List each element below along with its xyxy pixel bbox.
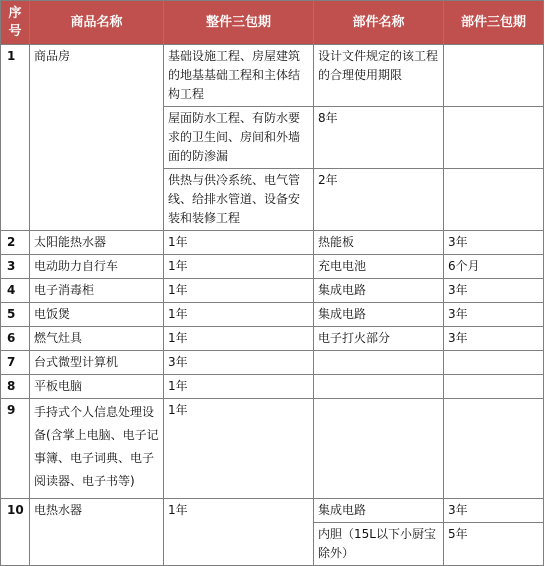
whole-period: 1年	[164, 231, 314, 255]
product-name: 平板电脑	[30, 375, 164, 399]
part-name: 设计文件规定的该工程的合理使用期限	[314, 45, 444, 107]
part-period: 6个月	[444, 255, 544, 279]
row-no: 3	[1, 255, 30, 279]
part-period	[444, 45, 544, 107]
table-row	[1, 45, 544, 107]
whole-period: 屋面防水工程、有防水要求的卫生间、房间和外墙面的防渗漏	[164, 107, 314, 169]
table-row	[1, 231, 544, 255]
header-whole-period: 整件三包期	[164, 1, 314, 45]
part-name: 8年	[314, 107, 444, 169]
part-name	[314, 375, 444, 399]
part-period: 5年	[444, 523, 544, 566]
part-name: 集成电路	[314, 499, 444, 523]
part-name: 热能板	[314, 231, 444, 255]
row-no: 8	[1, 375, 30, 399]
whole-period: 1年	[164, 303, 314, 327]
part-period	[444, 399, 544, 499]
table-row	[1, 303, 544, 327]
table-row	[1, 255, 544, 279]
table-row	[1, 399, 544, 499]
product-name: 台式微型计算机	[30, 351, 164, 375]
product-name: 电饭煲	[30, 303, 164, 327]
whole-period: 1年	[164, 499, 314, 566]
whole-period: 1年	[164, 255, 314, 279]
part-name	[314, 399, 444, 499]
part-name: 电子打火部分	[314, 327, 444, 351]
whole-period: 供热与供冷系统、电气管线、给排水管道、设备安装和装修工程	[164, 169, 314, 231]
part-period	[444, 107, 544, 169]
product-name: 电子消毒柜	[30, 279, 164, 303]
product-name: 燃气灶具	[30, 327, 164, 351]
whole-period: 1年	[164, 279, 314, 303]
part-name	[314, 351, 444, 375]
product-name: 手持式个人信息处理设备(含掌上电脑、电子记事簿、电子词典、电子阅读器、电子书等)	[30, 399, 164, 499]
part-period: 3年	[444, 303, 544, 327]
table-row	[1, 279, 544, 303]
header-product-name: 商品名称	[30, 1, 164, 45]
table-row	[1, 499, 544, 523]
row-no: 7	[1, 351, 30, 375]
row-no: 4	[1, 279, 30, 303]
part-name: 集成电路	[314, 303, 444, 327]
whole-period: 1年	[164, 375, 314, 399]
part-period	[444, 375, 544, 399]
part-name: 内胆（15L以下小厨宝除外）	[314, 523, 444, 566]
row-no: 2	[1, 231, 30, 255]
header-no: 序号	[1, 1, 30, 45]
product-name: 太阳能热水器	[30, 231, 164, 255]
part-period	[444, 169, 544, 231]
part-period: 3年	[444, 231, 544, 255]
whole-period: 1年	[164, 327, 314, 351]
whole-period: 1年	[164, 399, 314, 499]
part-period: 3年	[444, 499, 544, 523]
part-period	[444, 351, 544, 375]
table-row	[1, 327, 544, 351]
row-no: 9	[1, 399, 30, 499]
product-name: 电热水器	[30, 499, 164, 566]
table-row	[1, 375, 544, 399]
row-no: 10	[1, 499, 30, 566]
product-name: 商品房	[30, 45, 164, 231]
table-row	[1, 351, 544, 375]
part-name: 2年	[314, 169, 444, 231]
header-part-name: 部件名称	[314, 1, 444, 45]
product-name: 电动助力自行车	[30, 255, 164, 279]
row-no: 1	[1, 45, 30, 231]
whole-period: 基础设施工程、房屋建筑的地基基础工程和主体结构工程	[164, 45, 314, 107]
header-part-period: 部件三包期	[444, 1, 544, 45]
part-name: 集成电路	[314, 279, 444, 303]
part-name: 充电电池	[314, 255, 444, 279]
whole-period: 3年	[164, 351, 314, 375]
row-no: 5	[1, 303, 30, 327]
part-period: 3年	[444, 327, 544, 351]
part-period: 3年	[444, 279, 544, 303]
header-row	[1, 1, 544, 45]
row-no: 6	[1, 327, 30, 351]
